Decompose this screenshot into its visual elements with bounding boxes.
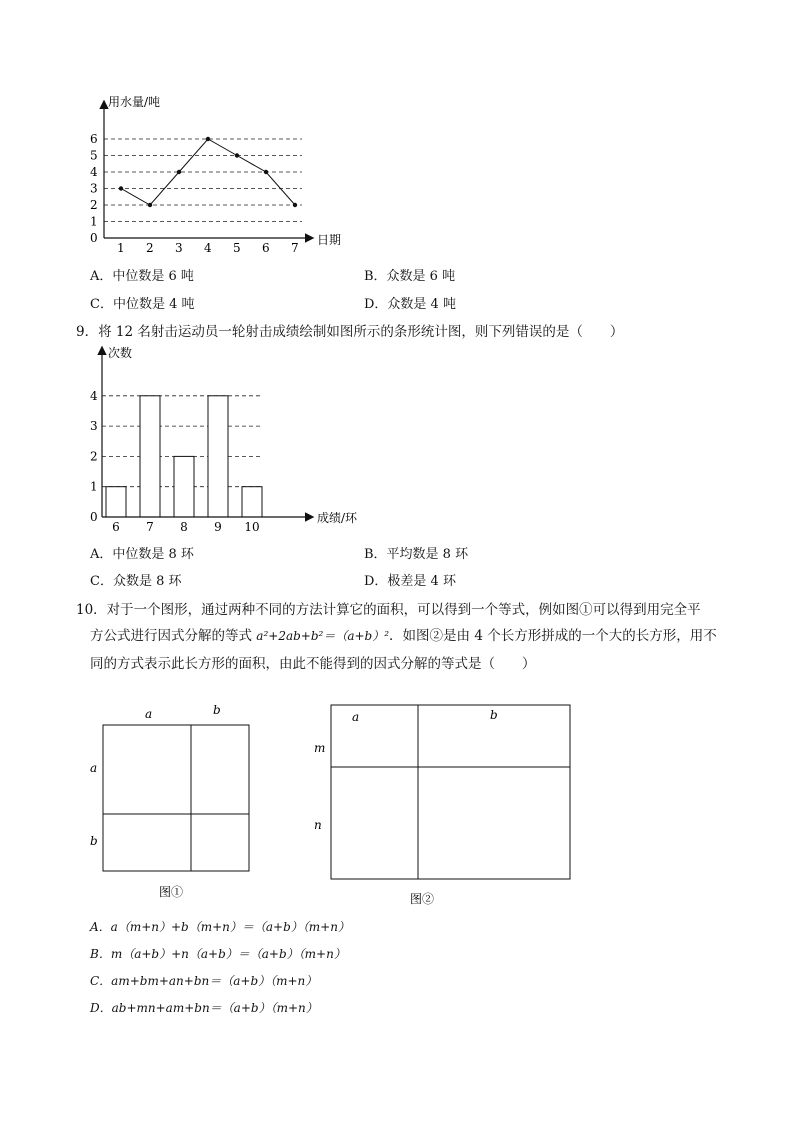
q10-question-line2: [90, 624, 717, 644]
q10-option-b[interactable]: B．m（a+b）+n（a+b）＝（a+b）（m+n）: [90, 947, 346, 961]
q9-y-tick-label: 3: [90, 419, 98, 434]
fig1-outer-square: [103, 725, 249, 871]
q10-option-c[interactable]: C．am+bm+an+bn＝（a+b）（m+n）: [90, 974, 318, 988]
fig1-caption: 图①: [159, 885, 184, 899]
fig2-label-top-a: a: [352, 710, 360, 724]
q8-y-tick-label: 3: [90, 181, 98, 196]
q8-data-point: [177, 170, 181, 174]
q9-x-tick-label: 10: [244, 520, 260, 534]
q9-x-tick-label: 8: [180, 520, 188, 534]
q8-option-c[interactable]: C．中位数是 4 吨: [90, 297, 195, 312]
q9-x-label: 成绩/环: [317, 511, 358, 525]
q8-x-tick-label: 1: [117, 241, 125, 255]
q8-option-d[interactable]: D．众数是 4 吨: [364, 297, 456, 312]
q8-x-tick-label: 5: [233, 241, 241, 255]
fig2-outer-rect: [331, 705, 570, 879]
fig2-label-left-m: m: [314, 741, 326, 755]
q8-y-label: 用水量/吨: [108, 95, 161, 109]
q8-x-tick-label: 2: [146, 241, 154, 255]
q9-y-tick-label: 0: [90, 510, 98, 524]
q9-bar: [140, 396, 160, 517]
q9-bar: [174, 456, 194, 517]
q9-x-tick-label: 9: [214, 520, 222, 534]
q9-option-a[interactable]: A．中位数是 8 环: [90, 547, 194, 562]
q9-y-tick-label: 4: [90, 388, 98, 403]
q8-data-point: [264, 170, 268, 174]
q8-x-label: 日期: [317, 233, 342, 247]
q8-data-point: [293, 203, 297, 207]
q8-x-tick-label: 6: [262, 241, 270, 255]
q10-line2-text-a: 方公式进行因式分解的等式: [90, 628, 257, 644]
q9-option-b[interactable]: B．平均数是 8 环: [364, 547, 469, 562]
q8-line-chart: [80, 88, 360, 258]
q8-data-point: [148, 203, 152, 207]
q9-x-tick-label: 6: [112, 520, 120, 534]
q8-y-tick-label: 4: [90, 165, 98, 179]
q8-x-tick-label: 3: [175, 241, 183, 255]
q9-x-tick-label: 7: [146, 520, 154, 534]
q10-figure-2: [305, 700, 580, 912]
fig2-label-top-b: b: [490, 708, 498, 722]
q10-question-line3: 同的方式表示此长方形的面积，由此不能得到的因式分解的等式是（ ）: [90, 656, 536, 672]
q10-line2-text-b: ．如图②是由 4 个长方形拼成的一个大的长方形，用不: [389, 628, 717, 644]
q8-data-point: [206, 137, 210, 141]
fig2-label-left-n: n: [314, 818, 322, 832]
q9-option-d[interactable]: D．极差是 4 环: [364, 574, 456, 589]
q8-option-b[interactable]: B．众数是 6 吨: [364, 269, 456, 284]
fig1-label-top-b: b: [213, 703, 221, 717]
fig1-label-left-b: b: [90, 834, 98, 848]
q8-option-a[interactable]: A．中位数是 6 吨: [90, 269, 194, 284]
q9-y-tick-label: 1: [90, 479, 98, 494]
q8-y-tick-label: 0: [90, 231, 98, 245]
q10-option-d[interactable]: D．ab+mn+am+bn＝（a+b）（m+n）: [90, 1001, 318, 1015]
q10-question-line1: 10．对于一个图形，通过两种不同的方法计算它的面积，可以得到一个等式，例如图①可以得到用完全平: [76, 602, 701, 618]
q9-question: 9．将 12 名射击运动员一轮射击成绩绘制如图所示的条形统计图，则下列错误的是（ ）: [76, 324, 624, 340]
q9-option-c[interactable]: C．众数是 8 环: [90, 574, 182, 589]
q8-x-tick-label: 7: [291, 241, 299, 255]
q8-y-tick-label: 5: [90, 148, 98, 163]
q9-y-tick-label: 2: [90, 449, 98, 464]
q9-bar-chart: [80, 342, 380, 537]
q9-bar: [106, 487, 126, 517]
q9-bar: [242, 487, 262, 517]
q8-y-tick-label: 2: [90, 198, 98, 212]
q9-bar: [208, 396, 228, 517]
q8-y-tick-label: 1: [90, 214, 98, 229]
q8-x-tick-label: 4: [204, 241, 212, 255]
fig1-label-left-a: a: [90, 761, 98, 775]
fig1-label-top-a: a: [145, 707, 153, 721]
q10-figure-1: [85, 700, 265, 905]
q9-y-label: 次数: [108, 346, 133, 360]
q8-data-point: [119, 186, 123, 190]
q8-y-tick-label: 6: [90, 132, 98, 146]
q10-formula: a²+2ab+b²＝（a+b）²: [256, 629, 390, 643]
q8-data-point: [235, 153, 239, 157]
q10-option-a[interactable]: A．a（m+n）+b（m+n）＝（a+b）（m+n）: [90, 920, 350, 934]
fig2-caption: 图②: [410, 892, 435, 906]
